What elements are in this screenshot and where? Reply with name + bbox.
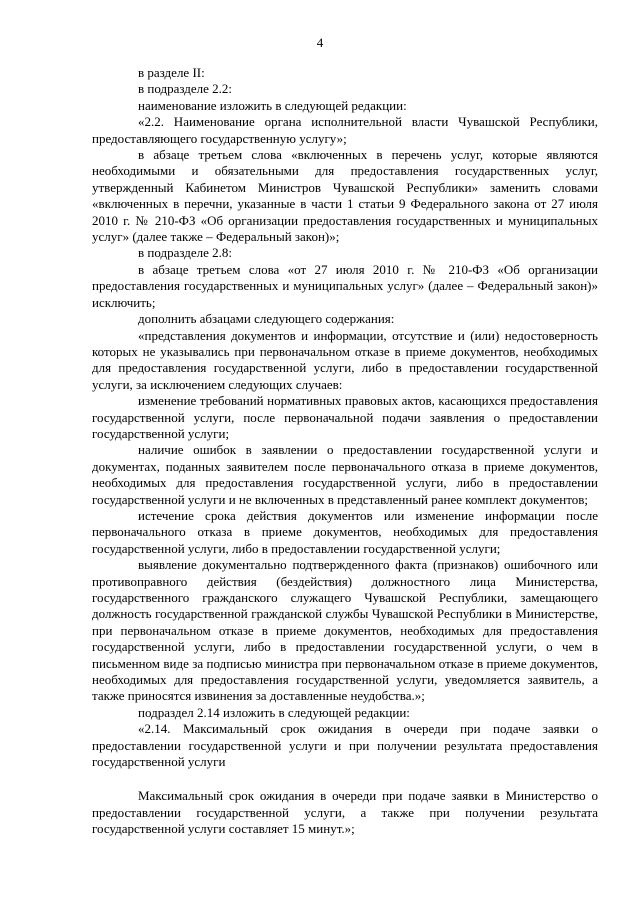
paragraph-case-expiry: истечение срока действия документов или изменение информации после первоначального отказа в приеме документов, необходимых для предоставления государственной услуги, либо в предоставлении государственной услуги; [92,507,598,556]
page-number: 4 [316,35,324,50]
paragraph-2-2-title: «2.2. Наименование органа исполнительной власти Чувашской Республики, предоставляющего государственную услугу»; [92,114,598,146]
paragraph-subsection-2-2: в подразделе 2.2: [138,81,233,97]
paragraph-documents-info: «представления документов и информации, отсутствие и (или) недостоверность которых не указывались при первоначальном отказе в приеме документов, необходимых для предоставления государственной услуги, либо в предоставлении государственной услуги, за исключением следующих случаев: [92,327,598,392]
paragraph-2-14-title: «2.14. Максимальный срок ожидания в очереди при подаче заявки о предоставлении государственной услуги и при получении результата предоставления государственной услуги [92,721,598,770]
document-body [92,65,598,838]
paragraph-case-errors: наличие ошибок в заявлении о предоставлении государственной услуги и документах, поданных заявителем после первоначального отказа в приеме документов, необходимых для предоставления государственной услуги, либо в предоставлении государственной услуги и не включенных в представленный ранее комплект документов; [92,442,598,507]
paragraph-subsection-2-14: подраздел 2.14 изложить в следующей редакции: [138,704,410,720]
paragraph-case-norms-change: изменение требований нормативных правовых актов, касающихся предоставления государственной услуги, после первоначальной подачи заявления о предоставлении государственной услуги; [92,393,598,441]
paragraph-max-wait-time: Максимальный срок ожидания в очереди при подаче заявки в Министерство о предоставлении государственной услуги, а также при получении результата государственной услуги составляет 15 минут.»; [92,788,598,837]
paragraph-name-wording: наименование изложить в следующей редакции: [138,97,407,113]
paragraph-case-official-error: выявление документально подтвержденного факта (признаков) ошибочного или противоправного действия (бездействия) должностного лица Министерства, государственного гражданского служащего Чувашской Республики, замещающего должность государственной гражданской службы Чувашской Республики в Министерстве, при первоначальном отказе в приеме документов, необходимых для предоставления государственной услуги, либо в предоставлении государственной услуги, о чем в письменном виде за подписью министра при первоначальном отказе в приеме документов, необходимых для предоставления государственной услуги, уведомляется заявитель, а также приносятся извинения за доставленные неудобства.»; [92,557,598,704]
paragraph-third-abzac-replace: в абзаце третьем слова «включенных в перечень услуг, которые являются необходимыми и обязательными для предоставления государственных услуг, утвержденный Кабинетом Министров Чувашской Республики» заменить словами «включенных в перечни, указанные в части 1 статьи 9 Федерального закона от 27 июля 2010 г. № 210-ФЗ «Об организации предоставления государственных и муниципальных услуг» (далее также – Федеральный закон)»; [92,147,598,245]
paragraph-section-ii: в разделе II: [138,65,205,80]
paragraph-subsection-2-8: в подразделе 2.8: [138,245,233,261]
paragraph-third-abzac-exclude: в абзаце третьем слова «от 27 июля 2010 г. № 210-ФЗ «Об организации предоставления государственных и муниципальных услуг» (далее – Федеральный закон)» исключить; [92,261,598,310]
paragraph-add-abzacs: дополнить абзацами следующего содержания: [138,311,395,327]
